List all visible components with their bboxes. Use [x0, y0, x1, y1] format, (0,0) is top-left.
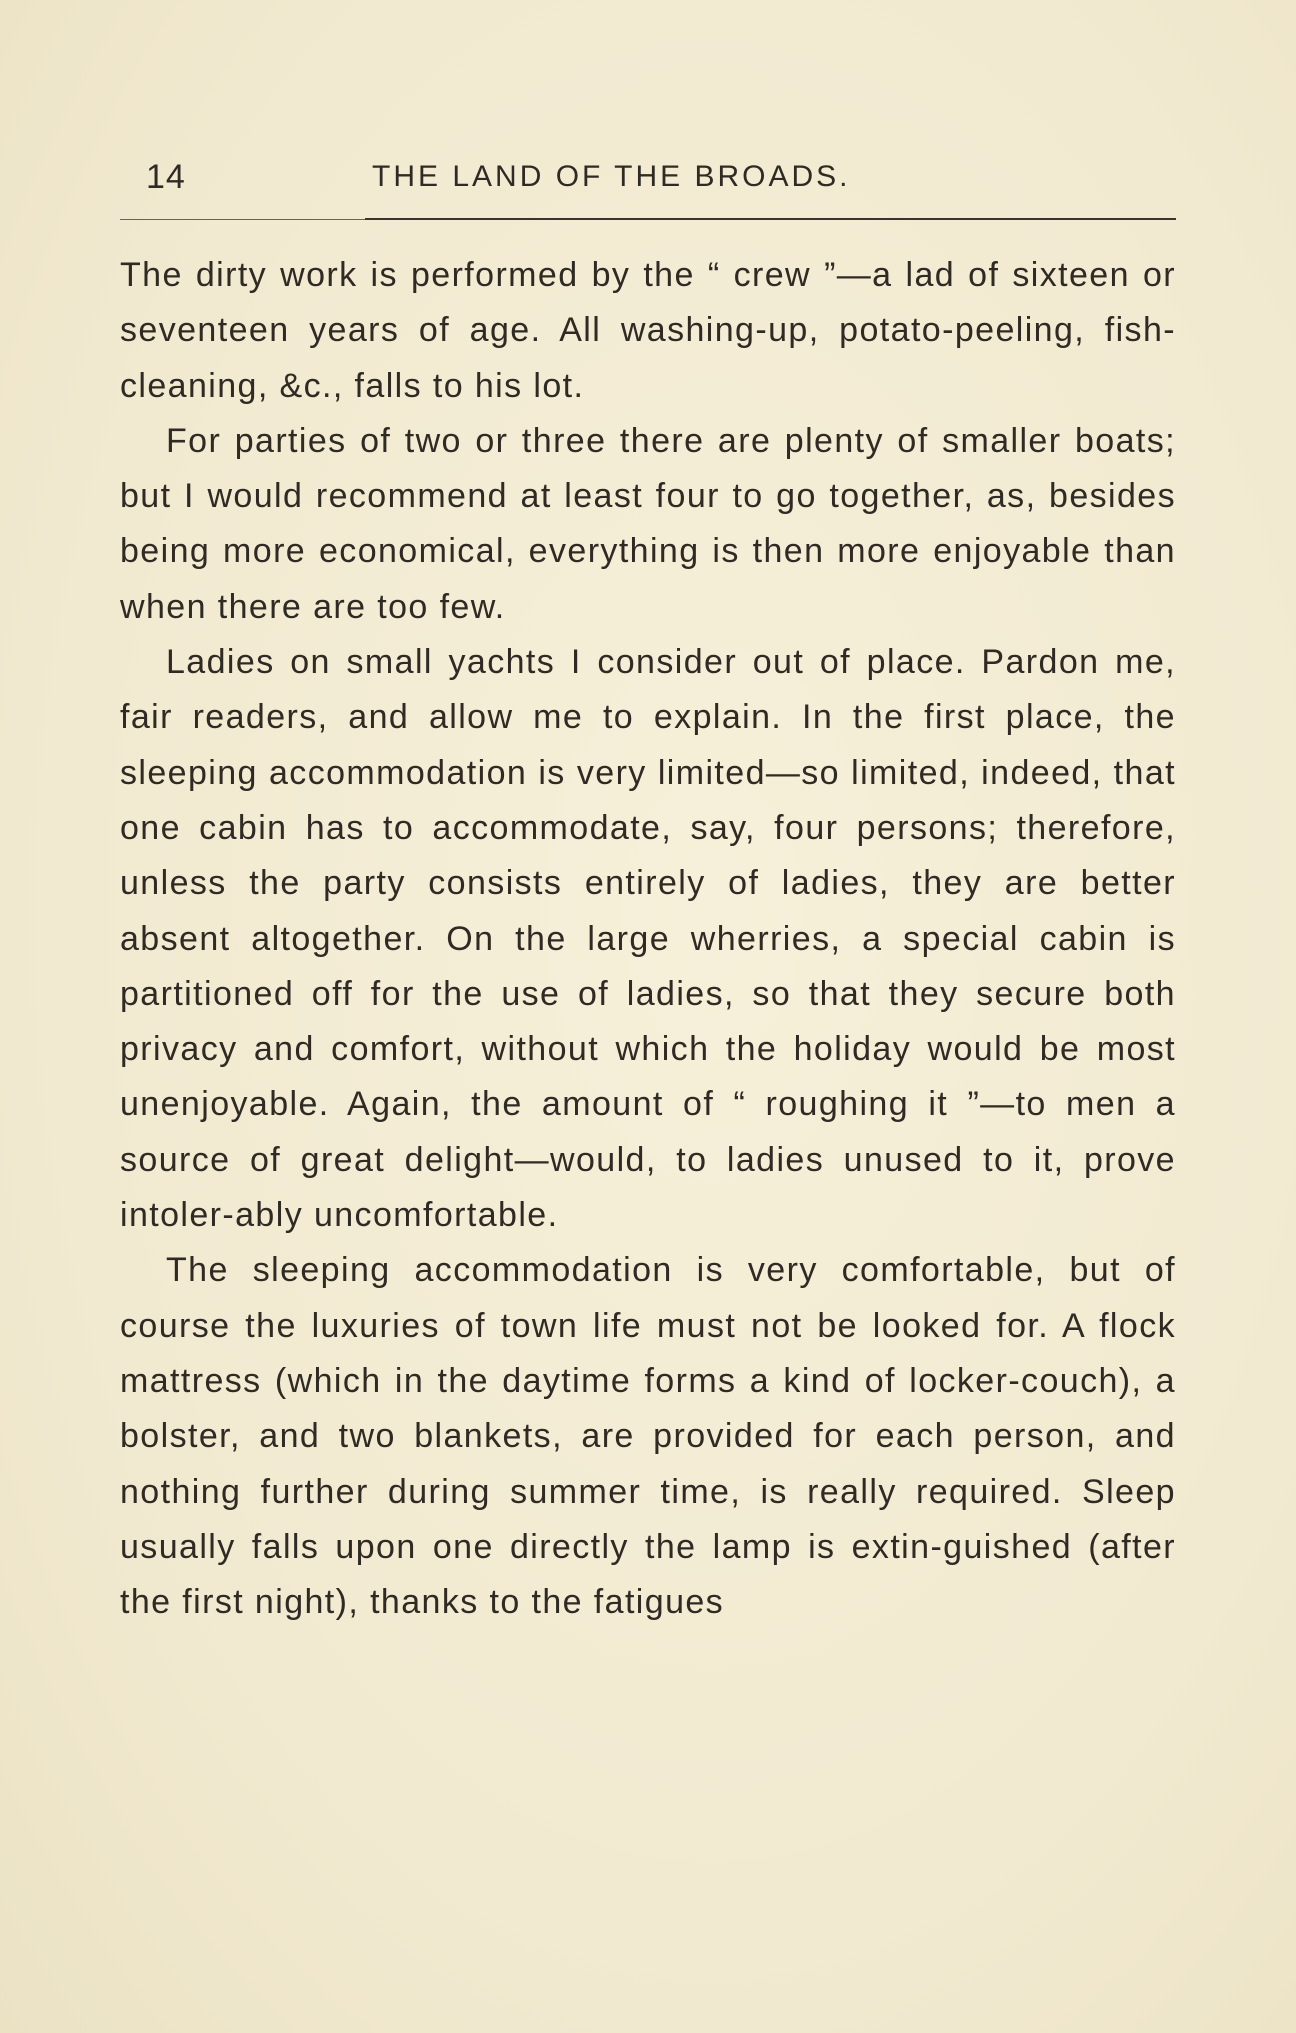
header-rule	[365, 218, 1176, 220]
page-number: 14	[146, 158, 186, 196]
body-text	[120, 248, 1176, 1630]
running-title: THE LAND OF THE BROADS.	[372, 160, 851, 193]
header-rule-left	[120, 219, 365, 220]
paragraph-1: The dirty work is performed by the “ crew ”—a lad of sixteen or seventeen years of age. All washing-up, potato-peeling, fish-cleaning, &c., falls to his lot.	[120, 256, 1176, 405]
paragraph-2: For parties of two or three there are plenty of smaller boats; but I would recommend at least four to go together, as, besides being more economical, everything is then more enjoyable than when there are too few.	[120, 421, 1176, 626]
paragraph-3: Ladies on small yachts I consider out of place. Pardon me, fair readers, and allow me to explain. In the first place, the sleeping accommodation is very limited—so limited, indeed, that one cabin has to accommodate, say, four persons; therefore, unless the party consists entirely of ladies, they are better absent altogether. On the large wherries, a special cabin is partitioned off for the use of ladies, so that they secure both privacy and comfort, without which the holiday would be most unenjoyable. Again, the amount of “ roughing it ”—to men a source of great delight—would, to ladies unused to it, prove intoler-ably uncomfortable.	[120, 643, 1176, 1235]
paragraph-4: The sleeping accommodation is very comfortable, but of course the luxuries of town life must not be looked for. A flock mattress (which in the daytime forms a kind of locker-couch), a bolster, and two blankets, are provided for each person, and nothing further during summer time, is really required. Sleep usually falls upon one directly the lamp is extin-guished (after the first night), thanks to the fatigues	[120, 1251, 1176, 1622]
running-head	[120, 158, 1170, 208]
